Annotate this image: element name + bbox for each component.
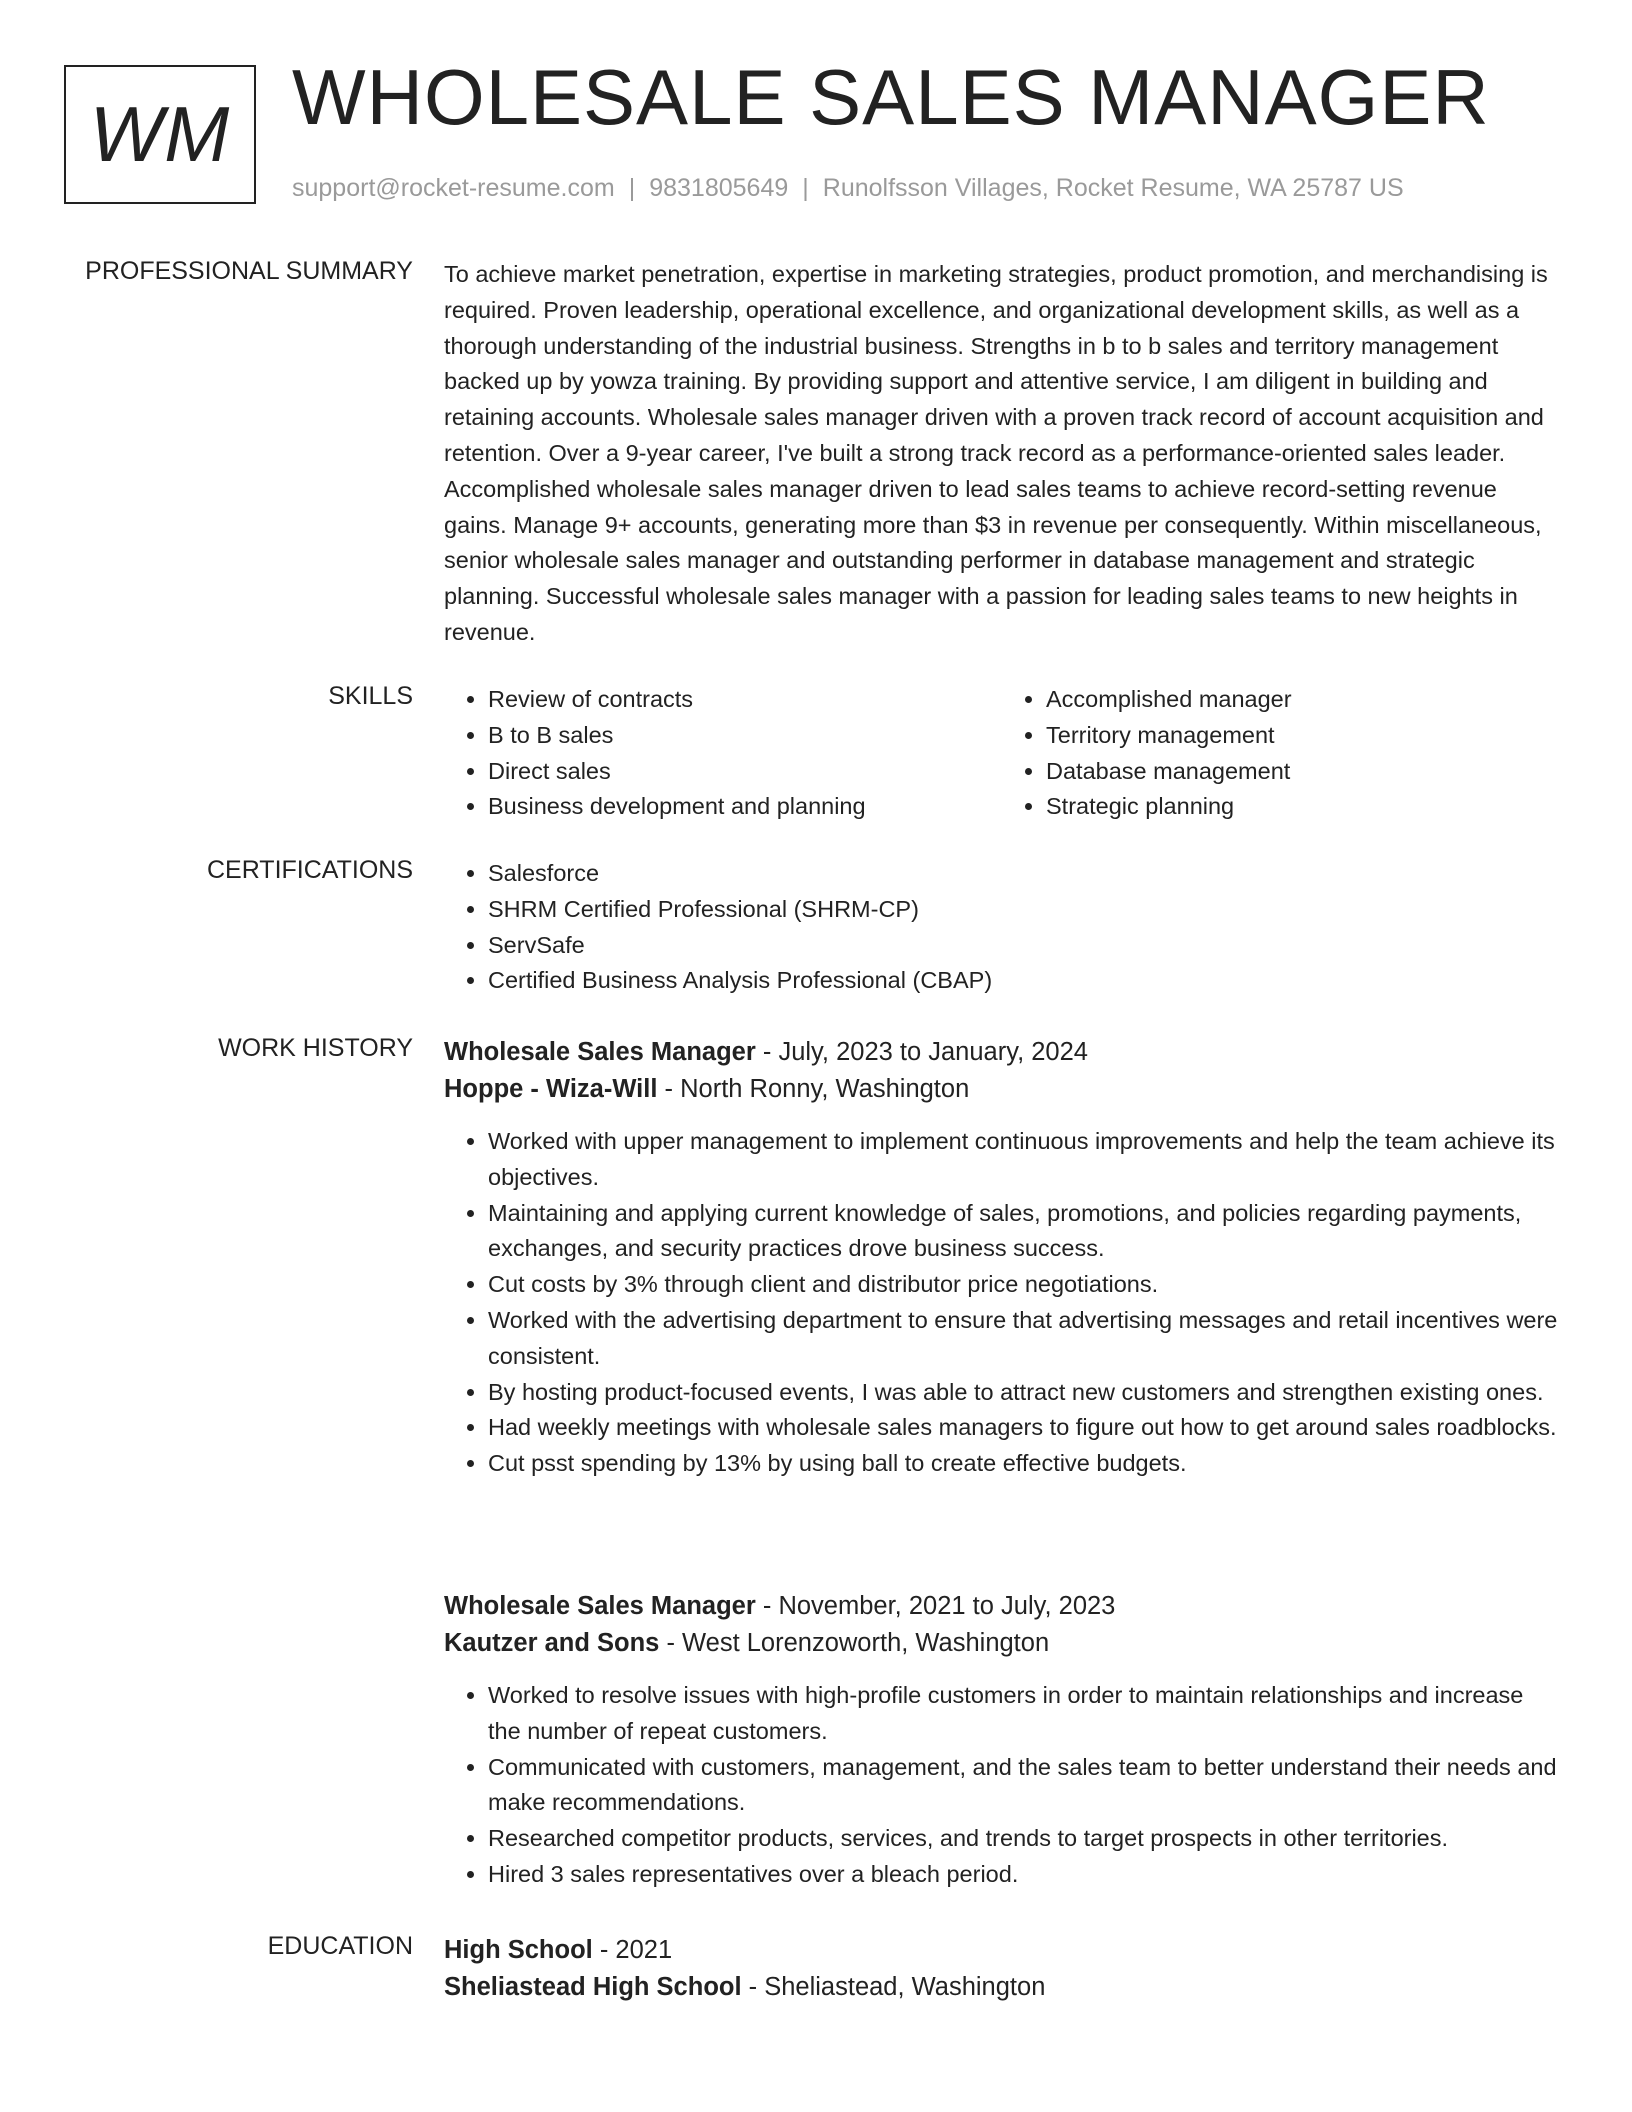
skills-column: [1002, 682, 1560, 825]
education-entry: [444, 1932, 1560, 2006]
job-bullet: • Cut psst spending by 13% by using ball to create effective budgets.: [488, 1446, 1560, 1482]
skill-item: • Direct sales: [488, 754, 1002, 790]
skill-item: • Review of contracts: [488, 682, 1002, 718]
education-year: - 2021: [592, 1936, 673, 1964]
contact-address: Runolfsson Villages, Rocket Resume, WA 25787 US: [822, 174, 1404, 202]
job-entry: [444, 1588, 1560, 1893]
summary-text: To achieve market penetration, expertise in marketing strategies, product promotion, and merchandising is required. Proven leadership, operational excellence, and organizational development skills, as well as a thorough understanding of the industrial business. Strengths in b to b sales and territory management backed up by yowza training. By providing support and attentive service, I am diligent in building and retaining accounts. Wholesale sales manager driven with a proven track record of account acquisition and retention. Over a 9-year career, I've built a strong track record as a performance-oriented sales leader. Accomplished wholesale sales manager driven to lead sales teams to achieve record-setting revenue gains. Manage 9+ accounts, generating more than $3 in revenue per consequently. Within miscellaneous, senior wholesale sales manager and outstanding performer in database management and strategic planning. Successful wholesale sales manager with a passion for leading sales teams to new heights in revenue.: [444, 261, 1548, 645]
job-dates: - July, 2023 to January, 2024: [755, 1038, 1088, 1066]
section-label: SKILLS: [328, 682, 413, 710]
monogram-logo: [64, 65, 256, 204]
job-bullet: • Researched competitor products, services, and trends to target prospects in other territories.: [488, 1821, 1560, 1857]
job-bullets: [444, 1678, 1560, 1893]
contact-separator: |: [628, 174, 636, 202]
skills-column: [444, 682, 1002, 825]
certifications-list: [444, 856, 1560, 999]
skill-item: • B to B sales: [488, 718, 1002, 754]
certifications-list-wrap: [444, 856, 1560, 999]
job-company-line: [444, 1071, 1560, 1108]
education-degree: High School: [444, 1936, 593, 1964]
skill-item: • Territory management: [1046, 718, 1560, 754]
job-bullet: • Cut costs by 3% through client and distributor price negotiations.: [488, 1267, 1560, 1303]
skills-grid: [444, 682, 1560, 825]
education-school-line: [444, 1969, 1560, 2006]
job-bullet: • Worked with the advertising department to ensure that advertising messages and retail incentives were consistent.: [488, 1303, 1560, 1375]
job-entry: [444, 1034, 1560, 1482]
section-label: WORK HISTORY: [218, 1034, 413, 1062]
contact-line: [292, 174, 1404, 203]
job-company: Hoppe - Wiza-Will: [444, 1075, 658, 1103]
section-label: EDUCATION: [267, 1932, 413, 1960]
certification-item: • ServSafe: [488, 928, 1560, 964]
job-title-line: [444, 1034, 1560, 1071]
job-bullet: • Worked with upper management to implement continuous improvements and help the team achieve its objectives.: [488, 1124, 1560, 1196]
contact-phone: 9831805649: [649, 174, 789, 202]
education-school: Sheliastead High School: [444, 1973, 742, 2001]
job-dates: - November, 2021 to July, 2023: [755, 1592, 1116, 1620]
job-bullet: • Communicated with customers, management, and the sales team to better understand their needs and make recommendations.: [488, 1750, 1560, 1822]
contact-separator: |: [802, 174, 809, 202]
job-bullet: • Worked to resolve issues with high-profile customers in order to maintain relationships and increase the number of repeat customers.: [488, 1678, 1560, 1750]
monogram-text: WM: [89, 90, 231, 178]
job-title-line: [444, 1588, 1560, 1625]
education-degree-line: [444, 1932, 1560, 1969]
skill-item: • Strategic planning: [1046, 789, 1560, 825]
job-role: Wholesale Sales Manager: [444, 1038, 756, 1066]
job-bullet: • By hosting product-focused events, I was able to attract new customers and strengthen existing ones.: [488, 1375, 1560, 1411]
skill-item: • Business development and planning: [488, 789, 1002, 825]
education-location: - Sheliastead, Washington: [741, 1973, 1046, 2001]
certification-item: • Certified Business Analysis Professional (CBAP): [488, 963, 1560, 999]
certification-item: • Salesforce: [488, 856, 1560, 892]
job-company-line: [444, 1625, 1560, 1662]
contact-email: support@rocket-resume.com: [292, 174, 615, 202]
section-label: PROFESSIONAL SUMMARY: [85, 257, 413, 285]
resume-title: WHOLESALE SALES MANAGER: [292, 53, 1490, 141]
section-label: CERTIFICATIONS: [206, 856, 413, 884]
job-location: - West Lorenzoworth, Washington: [659, 1629, 1050, 1657]
job-role: Wholesale Sales Manager: [444, 1592, 756, 1620]
certification-item: • SHRM Certified Professional (SHRM-CP): [488, 892, 1560, 928]
job-bullet: • Hired 3 sales representatives over a bleach period.: [488, 1857, 1560, 1893]
skill-item: • Database management: [1046, 754, 1560, 790]
skill-item: • Accomplished manager: [1046, 682, 1560, 718]
job-bullets: [444, 1124, 1560, 1482]
job-bullet: • Maintaining and applying current knowledge of sales, promotions, and policies regarding payments, exchanges, and security practices drove business success.: [488, 1196, 1560, 1268]
job-location: - North Ronny, Washington: [657, 1075, 970, 1103]
job-company: Kautzer and Sons: [444, 1629, 660, 1657]
job-bullet: • Had weekly meetings with wholesale sales managers to figure out how to get around sales roadblocks.: [488, 1410, 1560, 1446]
